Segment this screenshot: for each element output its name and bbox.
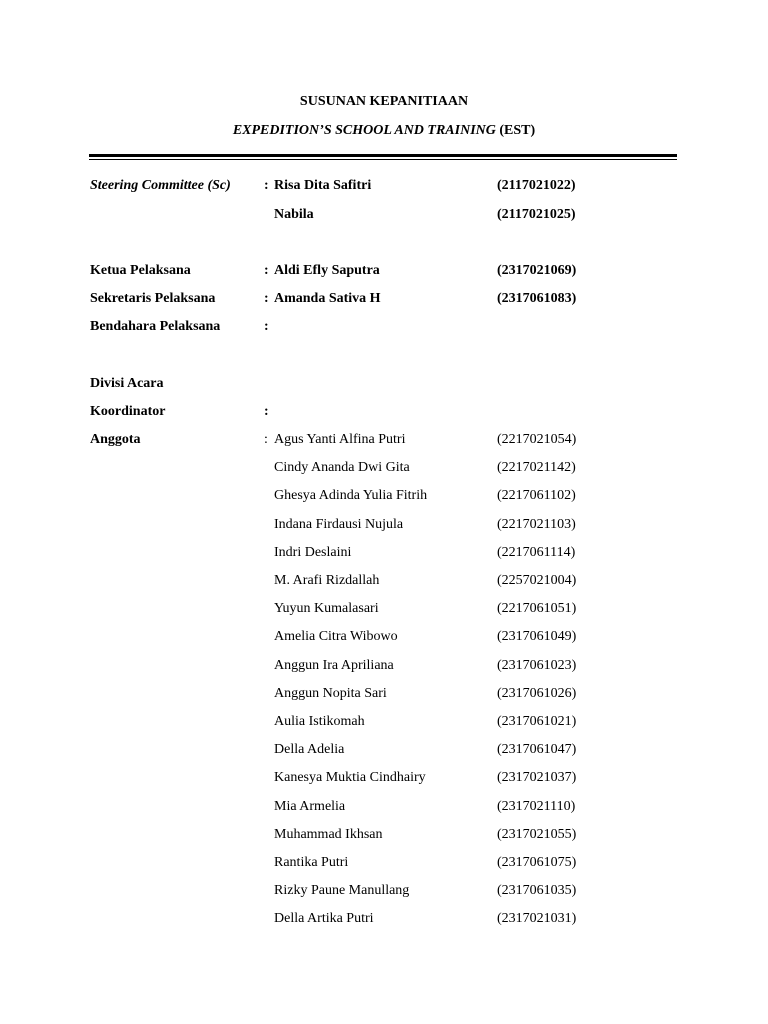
anggota-nim: (2217021103): [497, 517, 576, 532]
anggota-nim: (2317061023): [497, 658, 577, 673]
anggota-row: [0, 684, 768, 704]
ketua-row: [0, 261, 768, 281]
anggota-name: Aulia Istikomah: [274, 714, 365, 729]
anggota-nim: (2317061047): [497, 742, 577, 757]
anggota-name: Indana Firdausi Nujula: [274, 517, 404, 532]
anggota-name: Rantika Putri: [274, 855, 349, 870]
anggota-name: Anggun Ira Apriliana: [274, 658, 394, 673]
ketua-label: Ketua Pelaksana: [90, 263, 191, 278]
anggota-row: [0, 515, 768, 535]
bendahara-label: Bendahara Pelaksana: [90, 319, 221, 334]
subtitle-italic: EXPEDITION’S SCHOOL AND TRAINING: [232, 123, 496, 138]
anggota-name: Anggun Nopita Sari: [274, 686, 387, 701]
anggota-nim: (2257021004): [497, 573, 577, 588]
divisi-title-row: [0, 374, 768, 394]
anggota-row: [0, 797, 768, 817]
anggota-name: Muhammad Ikhsan: [274, 827, 383, 842]
anggota-name: Della Adelia: [274, 742, 345, 757]
document-subtitle: [0, 122, 768, 140]
koordinator-row: [0, 402, 768, 422]
anggota-row: [0, 458, 768, 478]
anggota-name: Indri Deslaini: [274, 545, 352, 560]
anggota-nim: (2317021037): [497, 770, 577, 785]
steering-member-nim: (2117021025): [497, 207, 576, 222]
anggota-row: [0, 571, 768, 591]
ketua-nim: (2317021069): [497, 263, 577, 278]
steering-member-name: Risa Dita Safitri: [274, 178, 372, 193]
sekretaris-label: Sekretaris Pelaksana: [90, 291, 216, 306]
anggota-nim: (2317061026): [497, 686, 577, 701]
anggota-nim: (2317061021): [497, 714, 577, 729]
anggota-name: Rizky Paune Manullang: [274, 883, 410, 898]
anggota-row: [0, 627, 768, 647]
anggota-nim: (2217021054): [497, 432, 577, 447]
steering-member-nim: (2117021022): [497, 178, 576, 193]
anggota-name: Yuyun Kumalasari: [274, 601, 379, 616]
anggota-nim: (2317021055): [497, 827, 577, 842]
anggota-row: [0, 712, 768, 732]
anggota-row: [0, 740, 768, 760]
steering-row-1: [0, 176, 768, 196]
anggota-name: Ghesya Adinda Yulia Fitrih: [274, 488, 428, 503]
anggota-row: [0, 430, 768, 450]
anggota-nim: (2217061102): [497, 488, 576, 503]
anggota-row: [0, 909, 768, 929]
anggota-nim: (2317021031): [497, 911, 577, 926]
anggota-nim: (2217061051): [497, 601, 577, 616]
sekretaris-colon: :: [264, 291, 269, 306]
anggota-row: [0, 486, 768, 506]
sekretaris-name: Amanda Sativa H: [274, 291, 381, 306]
anggota-label: Anggota: [90, 432, 141, 447]
anggota-nim: (2317061035): [497, 883, 577, 898]
anggota-row: [0, 825, 768, 845]
anggota-name: M. Arafi Rizdallah: [274, 573, 380, 588]
ketua-name: Aldi Efly Saputra: [274, 263, 380, 278]
anggota-name: Cindy Ananda Dwi Gita: [274, 460, 410, 475]
anggota-row: [0, 881, 768, 901]
sekretaris-nim: (2317061083): [497, 291, 577, 306]
anggota-row: [0, 853, 768, 873]
header-rule-thick: [89, 154, 677, 157]
anggota-nim: (2317061075): [497, 855, 577, 870]
bendahara-row: [0, 317, 768, 337]
document-title: SUSUNAN KEPANITIAAN: [299, 94, 469, 109]
anggota-name: Agus Yanti Alfina Putri: [274, 432, 406, 447]
anggota-nim: (2317021110): [497, 799, 576, 814]
anggota-nim: (2217021142): [497, 460, 576, 475]
sekretaris-row: [0, 289, 768, 309]
steering-member-name: Nabila: [274, 207, 314, 222]
subtitle-suffix: (EST): [495, 123, 536, 138]
anggota-row: [0, 656, 768, 676]
anggota-row: [0, 768, 768, 788]
anggota-row: [0, 543, 768, 563]
koordinator-label: Koordinator: [90, 404, 166, 419]
ketua-colon: :: [264, 263, 269, 278]
anggota-name: Kanesya Muktia Cindhairy: [274, 770, 426, 785]
anggota-name: Mia Armelia: [274, 799, 346, 814]
anggota-nim: (2317061049): [497, 629, 577, 644]
koordinator-colon: :: [264, 404, 269, 419]
divisi-title: Divisi Acara: [90, 376, 164, 391]
anggota-row: [0, 599, 768, 619]
steering-row-2: [0, 205, 768, 225]
anggota-name: Amelia Citra Wibowo: [274, 629, 398, 644]
anggota-nim: (2217061114): [497, 545, 576, 560]
anggota-colon: :: [264, 432, 268, 447]
bendahara-colon: :: [264, 319, 269, 334]
header-rule-thin: [89, 159, 677, 160]
anggota-name: Della Artika Putri: [274, 911, 374, 926]
steering-label: Steering Committee (Sc): [90, 178, 231, 193]
steering-colon: :: [264, 178, 269, 193]
